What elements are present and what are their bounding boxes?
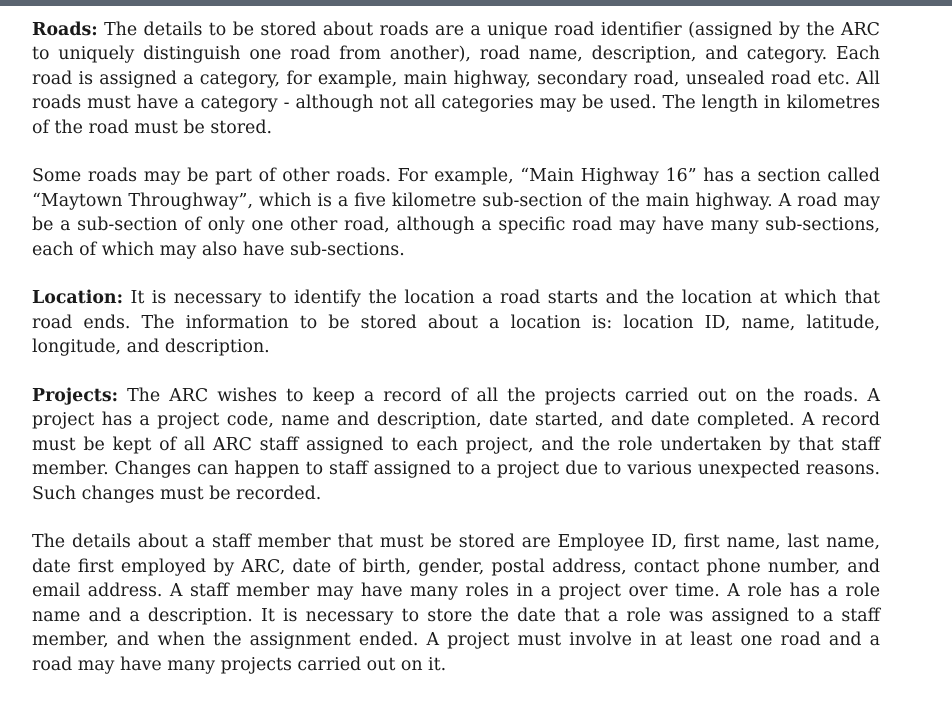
heading-roads: Roads:: [32, 20, 98, 40]
window-top-bar: [0, 0, 952, 6]
paragraph-staff-text: The details about a staff member that must be stored are Employee ID, first name, last name, date first employed by ARC, date of birth, gender, postal address, contact phone number, and email address. A staff member may have many roles in a project over time. A role has a role name and a description. It is necessary to store the date that a role was assigned to a staff member, and when the assignment ended. A project must involve in at least one road and a road may have many projects carried out on it.: [32, 532, 880, 675]
paragraph-sub-sections: [32, 164, 880, 262]
paragraph-location-text: It is necessary to identify the location a road starts and the location at which that road ends. The information to be stored about a location is: location ID, name, latitude, longitude, and description.: [32, 288, 880, 358]
paragraph-roads-text: The details to be stored about roads are a unique road identifier (assigned by the ARC to uniquely distinguish one road from another), road name, description, and category. Each road is assigned a category, for example, main highway, secondary road, unsealed road etc. All roads must have a category - although not all categories may be used. The length in kilometres of the road must be stored.: [32, 20, 880, 138]
heading-projects: Projects:: [32, 386, 119, 407]
heading-location: Location:: [32, 288, 123, 309]
paragraph-projects: [32, 384, 880, 506]
paragraph-projects-text: The ARC wishes to keep a record of all the projects carried out on the roads. A project has a project code, name and description, date started, and date completed. A record must be kept of all ARC staff assigned to each project, and the role undertaken by that staff member. Changes can happen to staff assigned to a project due to various unexpected reasons. Such changes must be recorded.: [32, 386, 880, 504]
paragraph-sub-sections-text: Some roads may be part of other roads. For example, “Main Highway 16” has a section called “Maytown Throughway”, which is a five kilometre sub-section of the main highway. A road may be a sub-section of only one other road, although a specific road may have many sub-sections, each of which may also have sub-sections.: [32, 166, 880, 260]
paragraph-staff: [32, 530, 880, 676]
paragraph-roads: [32, 18, 880, 140]
paragraph-location: [32, 286, 880, 359]
document-body: [32, 18, 880, 701]
